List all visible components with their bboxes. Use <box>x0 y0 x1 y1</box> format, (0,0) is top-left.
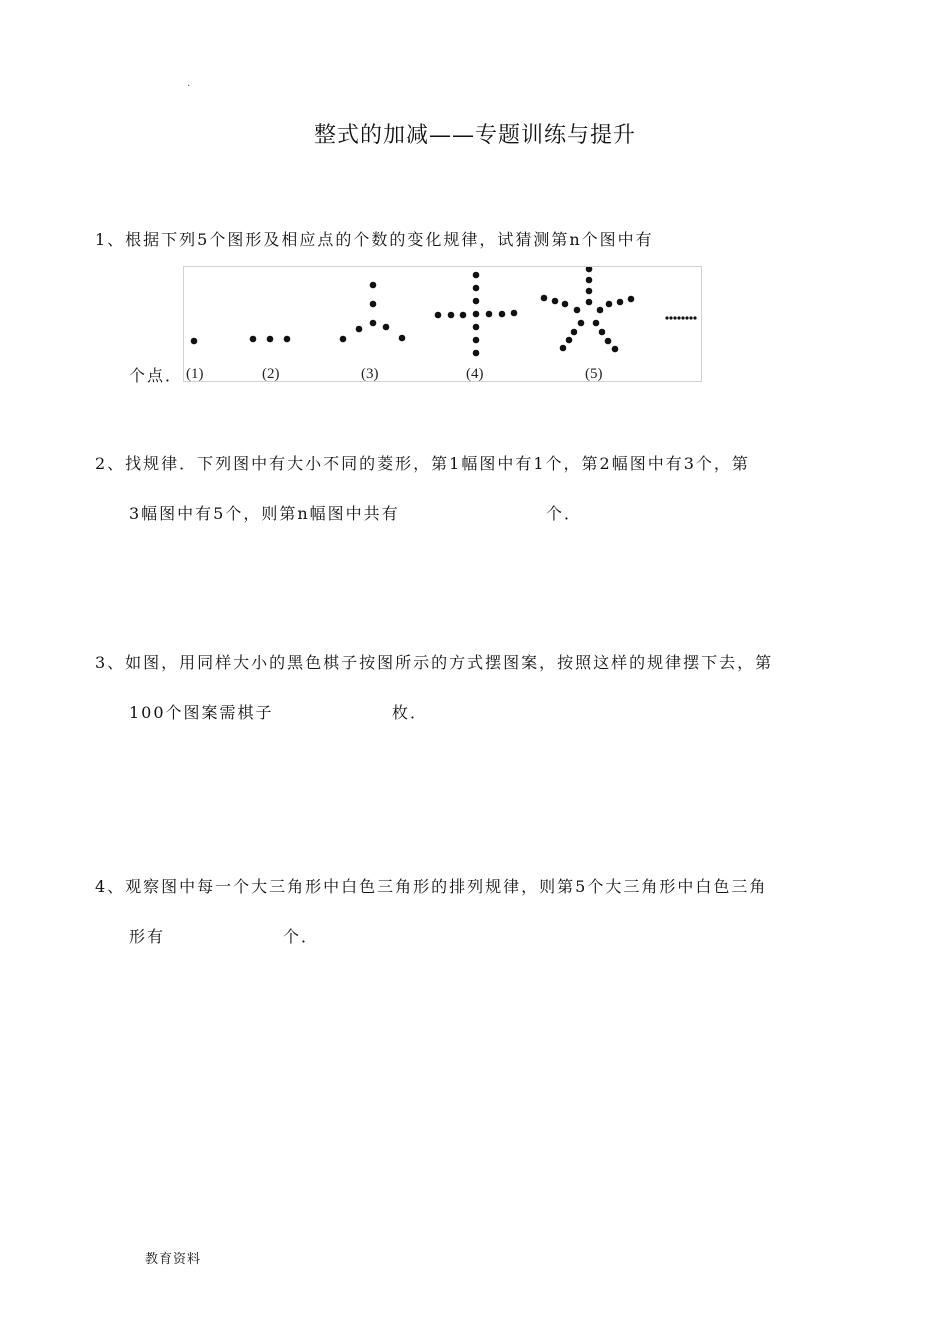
pattern-2-dots <box>250 336 291 343</box>
pattern-3-dots <box>340 282 406 343</box>
dot-pattern-svg <box>184 267 701 381</box>
question-4-answer-suffix: 个． <box>283 927 320 946</box>
figure-label-2: (2) <box>262 366 280 381</box>
question-3-text-cont: 100个图案需棋子 <box>129 703 274 722</box>
question-2-text-cont: 3幅图中有5个，则第n幅图中共有 <box>129 504 400 523</box>
question-3-answer-suffix: 枚． <box>392 703 429 722</box>
page-footer: 教育资料 <box>145 1252 202 1267</box>
question-3-text: 3、如图，用同样大小的黑色棋子按图所示的方式摆图案，按照这样的规律摆下去，第 <box>95 653 774 672</box>
question-1-text: 1、根据下列5个图形及相应点的个数的变化规律，试猜测第n个图中有 <box>95 230 654 249</box>
question-4-text: 4、观察图中每一个大三角形中白色三角形的排列规律，则第5个大三角形中白色三角 <box>95 877 768 896</box>
question-1-text-cont: 个点． <box>129 366 184 385</box>
pattern-5-dots <box>541 267 635 352</box>
figure-label-5: (5) <box>585 366 603 381</box>
figure-label-4: (4) <box>466 366 484 381</box>
question-2-text: 2、找规律．下列图中有大小不同的菱形，第1幅图中有1个，第2幅图中有3个，第 <box>95 454 750 473</box>
page-title: 整式的加减——专题训练与提升 <box>313 123 636 148</box>
figure-label-3: (3) <box>361 366 379 381</box>
continuation-dots <box>665 316 696 319</box>
corner-mark: . <box>187 78 191 89</box>
figure-label-1: (1) <box>186 366 204 381</box>
question-2-answer-suffix: 个． <box>546 504 583 523</box>
dot-pattern-figure <box>183 266 702 382</box>
pattern-4-dots <box>435 272 518 357</box>
pattern-1-dots <box>191 338 198 345</box>
question-4-text-cont: 形有 <box>129 927 166 946</box>
